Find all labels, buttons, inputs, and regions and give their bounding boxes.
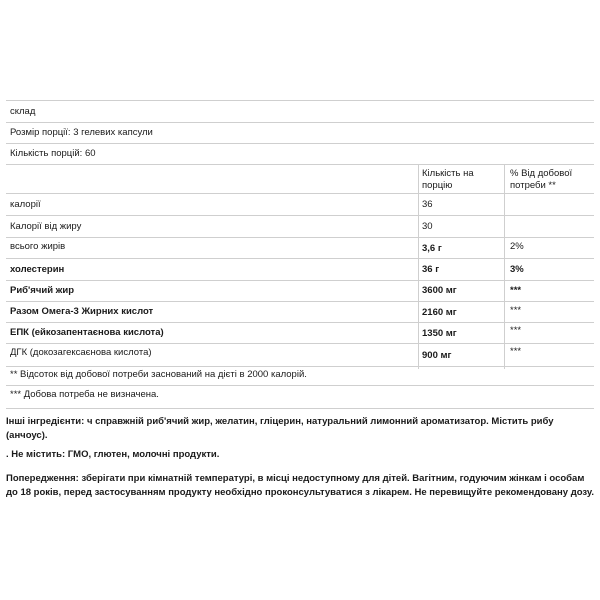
table-title: склад bbox=[10, 106, 36, 117]
nutrient-amount: 3600 мг bbox=[422, 285, 457, 296]
nutrient-name: холестерин bbox=[10, 264, 65, 275]
nutrient-amount: 30 bbox=[422, 221, 433, 232]
nutrient-dv: *** bbox=[510, 285, 522, 296]
nutrient-amount: 3,6 г bbox=[422, 243, 442, 254]
footnote-not-established: *** Добова потреба не визначена. bbox=[10, 389, 159, 400]
nutrient-dv: 3% bbox=[510, 264, 524, 275]
amount-column-header: Кількість на порцію bbox=[422, 168, 474, 191]
warning: Попередження: зберігати при кімнатній температурі, в місці недоступному для дітей. Вагітним, годуючим жінкам і особам до 18 років, перед застосуванням продукту необхідно проконсультуватися з лікарем. Не перевищуйте рекомендовану дозу. bbox=[6, 473, 594, 498]
nutrient-amount: 36 bbox=[422, 199, 433, 210]
nutrient-name: Разом Омега-3 Жирних кислот bbox=[10, 306, 154, 317]
footnote-daily-value: ** Відсоток від добової потреби заснований на дієті в 2000 калорій. bbox=[10, 369, 307, 380]
serving-size: Розмір порції: 3 гелевих капсули bbox=[10, 127, 153, 138]
nutrient-amount: 2160 мг bbox=[422, 307, 457, 318]
not-contains: . Не містить: ГМО, глютен, молочні продукти. bbox=[6, 449, 220, 460]
nutrient-amount: 900 мг bbox=[422, 350, 452, 361]
dv-column-header: % Від добової потреби ** bbox=[510, 168, 573, 191]
other-ingredients: Інші інгредієнти: ч справжній риб'ячий жир, желатин, гліцерин, натуральний лимонний ароматизатор. Містить рибу (анчоус). bbox=[6, 416, 554, 441]
nutrient-dv: *** bbox=[510, 305, 522, 316]
nutrient-name: калорії bbox=[10, 199, 41, 210]
nutrient-dv: *** bbox=[510, 346, 522, 357]
nutrient-dv: *** bbox=[510, 325, 522, 336]
nutrient-amount: 36 г bbox=[422, 264, 440, 275]
nutrient-name: ДГК (докозагексаєнова кислота) bbox=[10, 347, 152, 358]
servings-count: Кількість порцій: 60 bbox=[10, 148, 96, 159]
nutrient-name: Риб'ячий жир bbox=[10, 285, 75, 296]
nutrient-name: Калорії від жиру bbox=[10, 221, 82, 232]
nutrient-dv: 2% bbox=[510, 241, 524, 252]
nutrient-name: ЕПК (ейкозапентаєнова кислота) bbox=[10, 327, 164, 338]
nutrient-name: всього жирів bbox=[10, 241, 66, 252]
nutrient-amount: 1350 мг bbox=[422, 328, 457, 339]
